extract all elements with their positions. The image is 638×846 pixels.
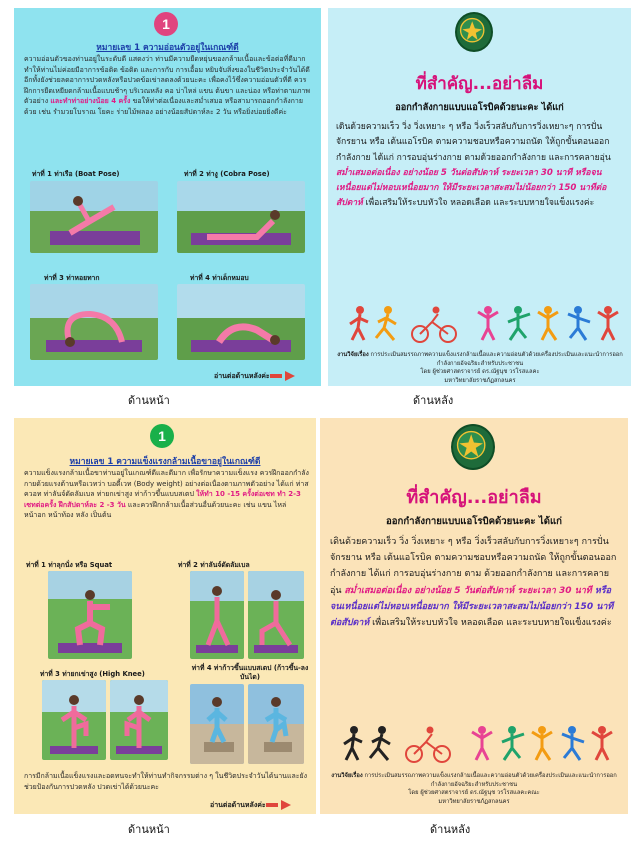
plow-pose-photo xyxy=(30,284,158,360)
pose-label-3: ท่าที่ 3 ท่ายกเข่าสูง (High Knee) xyxy=(40,670,145,678)
walking-icon xyxy=(350,306,368,340)
running-icon xyxy=(376,306,396,340)
high-knee-photo-b xyxy=(110,680,168,760)
exercise-icons xyxy=(332,724,622,764)
university-emblem-icon xyxy=(451,424,495,470)
exercise-icons xyxy=(338,304,628,344)
step-up-photo-a xyxy=(190,684,244,764)
lunge-photo-a xyxy=(190,571,244,659)
front-caption-bottom: ด้านหน้า xyxy=(128,823,170,836)
important-title: ที่สำคัญ...อย่าลืม xyxy=(415,74,544,94)
research-credit: งานวิจัยเรื่อง การประเมินสมรรถภาพความแข็งแรงกล้ามเนื้อและความอ่อนตัวด้วยเครื่องประเมินและแนะนำการออกกำลังกายอัจฉริยะสำหรับประชาชน โดย ผู้ช่วยศาสตราจารย์ ดร.ณัฐนุช วรโรสแลคะ มหาวิทยาลัยราชภัฏสกลนคร xyxy=(337,352,623,384)
pose-label-1: ท่าที่ 1 ท่าเรือ (Boat Pose) xyxy=(32,170,120,178)
number-badge: 1 xyxy=(150,424,174,448)
pose-label-3: ท่าที่ 3 ท่าหอยทาก xyxy=(44,274,100,282)
running-icon xyxy=(370,726,390,760)
arrow-right-icon xyxy=(281,800,291,810)
aerobic-dance-icon xyxy=(478,306,618,340)
read-more-back[interactable]: อ่านต่อด้านหลังค่ะ xyxy=(210,800,291,811)
cobra-pose-photo xyxy=(177,181,305,253)
aerobic-subtitle: ออกกำลังกายแบบแอโรบิคด้วยนะคะ ได้แก่ xyxy=(386,516,562,527)
card-title: หมายเลข 1 ความแข็งแรงกล้ามเนื้อขาอยู่ในเกณฑ์ดี xyxy=(69,457,261,467)
pose-label-2: ท่าที่ 2 ท่างู (Cobra Pose) xyxy=(184,170,270,178)
boat-pose-photo xyxy=(30,181,158,253)
high-knee-photo-a xyxy=(42,680,106,760)
walking-icon xyxy=(344,726,362,760)
back-caption-top: ด้านหลัง xyxy=(413,394,454,407)
aerobic-subtitle: ออกกำลังกายแบบแอโรบิคด้วยนะคะ ได้แก่ xyxy=(395,102,564,113)
arrow-right-icon xyxy=(285,371,295,381)
aerobic-dance-icon xyxy=(472,726,612,760)
cycling-icon xyxy=(412,307,456,343)
card-paragraph: ความแข็งแรงกล้ามเนื้อขาท่านอยู่ในเกณฑ์ดีและดีมาก เพื่อรักษาความแข็งแรง ควรฝึกออกกำลังกายด้วยแรงต้านหรือเวทว่า บอดี้เวท (Body weight) อย่างต่อเนื่องตามภาพตัวอย่าง ได้แก่ ท่าสควอท ท่าลันจ์ดัดลัมเบล ท่ายกเข่าสูง ท่าก้าวขึ้นแบบสเตป ให้ทำ 10 -15 ครั้งต่อเซท ทำ 2-3 เซทต่อครั้ง ฝึกสัปดาห์ละ 2 -3 วัน และควรฝึกกล้ามเนื้อส่วนอื่นด้วยนะคะ เช่น แขน ไหล่ หน้าอก หน้าท้อง หลัง เป็นต้น xyxy=(24,469,309,519)
back-caption-bottom: ด้านหลัง xyxy=(430,823,471,836)
aerobic-body: เดินด้วยความเร็ว วิ่ง วิ่งเหยาะ ๆ หรือ วิ่งเร็วสลับกับการวิ่งเหยาะๆ การปั่นจักรยาน หรือ เต้นแอโรบิค ตามความชอบหรือความถนัด ให้ถูกขั้นตอนออกกำลังกาย ได้แก่ การอบอุ่นร่างกาย ตามด้วยออกกำลังกาย และการคลายอุ่น สม่ำเสมอต่อเนื่อง อย่างน้อย 5 วันต่อสัปดาห์ ระยะเวลา 30 นาที หรือจนเหนื่อยแต่ไม่หอบเหนื่อยมาก ให้มีระยะเวลาสะสมไม่น้อยกว่า 150 นาทีต่อสัปดาห์ เพื่อเสริมให้ระบบหัวใจ หลอดเลือด และระบบหายใจแข็งแรงค่ะ xyxy=(336,122,611,209)
card-paragraph: ความอ่อนตัวของท่านอยู่ในระดับดี แสดงว่า ท่านมีความยืดหยุ่นของกล้ามเนื้อและข้อต่อที่ดีมาก ทำให้ท่านไม่ค่อยมีอาการข้อติด ข้อติด และการกับ การเอื้อม หยิบจับสิ่งของในชีวิตประจำวันได้ดี อีกทั้งยังช่วยลดอาการปวดหลังหรือปวดข้อเข่าลดลงด้วยนะคะ เพื่อคงไว้ซึ่งความอ่อนตัวที่ดี ควรฝึกการยืดเหยียดกล้ามเนื้อแบบช้าๆ บริเวณหลัง คอ บ่าไหล่ แขน ต้นขา และน่อง หรือท่าตามภาพตัวอย่าง และทำท่าอย่างน้อย 4 ครั้ง ขอให้ท่าต่อเนื่องและสม่ำเสมอ หรือสามารถออกกำลังกายด้วย เช่น รำมวยโบราณ โยคะ ร่ายไม้พลอง อย่างน้อยสัปดาห์ละ 2 วัน หรือยิ่งบ่อยยิ่งดีค่ะ xyxy=(24,55,311,116)
pose-label-4: ท่าที่ 4 ท่าก้าวขึ้นแบบสเตป (ก้าวขึ้น-ลงบันได) xyxy=(191,664,309,681)
squat-photo xyxy=(48,571,132,659)
child-pose-photo xyxy=(177,284,305,360)
pose-label-2: ท่าที่ 2 ท่าลันจ์ดัดลัมเบล xyxy=(178,561,250,569)
step-up-photo-b xyxy=(248,684,304,764)
aerobic-card-back-top xyxy=(328,8,631,386)
pose-label-1: ท่าที่ 1 ท่าลุกนั่ง หรือ Squat xyxy=(26,561,113,569)
pose-label-4: ท่าที่ 4 ท่าเด็กหมอบ xyxy=(190,274,249,282)
card-title: หมายเลข 1 ความอ่อนตัวอยู่ในเกณฑ์ดี xyxy=(96,43,239,53)
cycling-icon xyxy=(406,727,450,763)
university-emblem-icon xyxy=(455,12,493,52)
number-badge: 1 xyxy=(154,12,178,36)
important-title: ที่สำคัญ...อย่าลืม xyxy=(406,487,542,508)
front-caption-top: ด้านหน้า xyxy=(128,394,170,407)
read-more-back[interactable]: อ่านต่อด้านหลังค่ะ xyxy=(214,371,295,382)
research-credit: งานวิจัยเรื่อง การประเมินสมรรถภาพความแข็งแรงกล้ามเนื้อและความอ่อนตัวด้วยเครื่องประเมินและแนะนำการออกกำลังกายอัจฉริยะสำหรับประชาชน โดย ผู้ช่วยศาสตราจารย์ ดร.ณัฐนุช วรโรสแลคะคณะ มหาวิทยาลัยราชภัฏสกลนคร xyxy=(331,773,617,805)
benefit-paragraph: การมีกล้ามเนื้อแข็งแรงและอดทนจะทำให้ท่านทำกิจกรรมต่าง ๆ ในชีวิตประจำวันได้นานและยังช่วยป้องกันการปวดหลัง ปวดเข่าได้ด้วยนะคะ xyxy=(24,772,308,791)
aerobic-body: เดินด้วยความเร็ว วิ่ง วิ่งเหยาะ ๆ หรือ วิ่งเร็วสลับกับการวิ่งเหยาะๆ การปั่นจักรยาน หรือ เต้นแอโรบิค ตามความชอบหรือความถนัด ให้ถูกขั้นตอนออกกำลังกาย ได้แก่ การอบอุ่นร่างกาย ตาม ด้วยออกกำลังกาย และการคลายอุ่น สม่ำเสมอต่อเนื่อง อย่างน้อย 5 วันต่อสัปดาห์ ระยะเวลา 30 นาที หรือจนเหนื่อยแต่ไม่หอบเหนื่อยมาก ให้มีระยะเวลาสะสมไม่น้อยกว่า 150 นาทีต่อสัปดาห์ เพื่อเสริมให้ระบบหัวใจ หลอดเลือด และระบบหายใจแข็งแรงค่ะ xyxy=(330,537,617,629)
strength-card-front xyxy=(14,418,316,814)
flexibility-card-front xyxy=(14,8,321,386)
aerobic-card-back-bottom xyxy=(320,418,628,814)
lunge-photo-b xyxy=(248,571,304,659)
